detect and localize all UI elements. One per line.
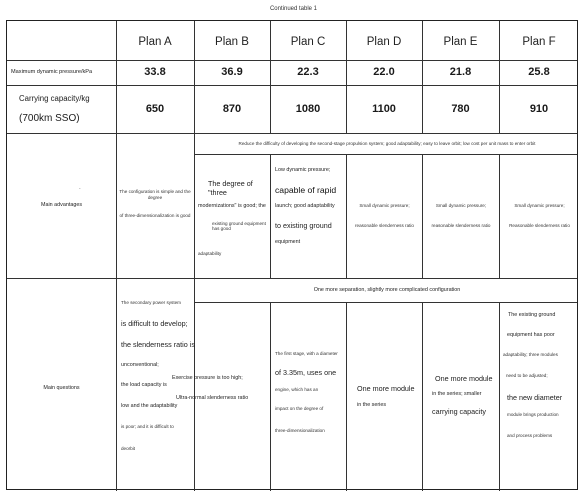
advantages-plan-c — [275, 167, 347, 246]
row-divider — [7, 85, 577, 86]
row-divider — [7, 133, 577, 134]
advantages-plan-d-line: Small dynamic pressure; — [359, 203, 410, 208]
questions-plan-a-line: is poor; and it is difficult to — [121, 423, 174, 429]
questions-plan-a-line: deorbit — [121, 445, 136, 451]
header-plan-b: Plan B — [215, 36, 249, 48]
advantages-plan-d — [347, 203, 422, 228]
advantages-plan-b — [198, 179, 269, 257]
advantages-plan-e-line: reasonable slenderness ratio — [431, 222, 491, 228]
questions-plan-e-line: in the series; smaller — [432, 391, 482, 397]
col-divider — [116, 21, 117, 491]
col-divider — [270, 154, 271, 278]
row-label-advantages: Main advantages — [40, 202, 83, 208]
questions-plan-d-line: in the series — [357, 402, 387, 408]
merged-cell-divider — [194, 154, 577, 155]
row-divider — [7, 278, 577, 279]
capacity-value: 1080 — [295, 103, 321, 115]
advantages-plan-c-line: to existing ground — [275, 221, 332, 231]
row-label-capacity: Carrying capacity/kg — [19, 94, 90, 103]
col-divider — [499, 302, 500, 491]
stray-mark: · — [79, 186, 81, 192]
col-divider — [422, 302, 423, 491]
advantages-plan-b-line: existing ground equipment has good — [212, 220, 266, 232]
pressure-value: 36.9 — [221, 66, 243, 78]
merged-cell-divider — [194, 302, 577, 303]
questions-plan-c-line: of 3.35m, uses one — [275, 367, 337, 377]
advantages-plan-f-line: Reasonable slenderness ratio — [509, 222, 570, 228]
header-plan-e: Plan E — [443, 36, 478, 48]
header-plan-c: Plan C — [290, 36, 326, 48]
advantages-plan-b-line: The degree of "three — [208, 179, 253, 197]
advantages-plan-b-line: modernizations" is good; the — [198, 203, 266, 209]
pressure-value: 25.8 — [528, 66, 550, 78]
questions-plan-a-line: is difficult to develop; — [121, 318, 188, 328]
table-caption: Continued table 1 — [269, 6, 318, 12]
questions-plan-f-line: and process problems — [507, 432, 553, 438]
questions-plan-d — [357, 384, 422, 409]
header-plan-a: Plan A — [138, 36, 172, 48]
questions-plan-f-line: module brings production — [507, 411, 559, 417]
questions-plan-a-line: the load capacity is — [121, 382, 167, 389]
row-label-pressure: Maximum dynamic pressure/kPa — [11, 69, 93, 75]
questions-plan-c-line: impact on the degree of — [275, 406, 324, 412]
advantages-plan-d-line: reasonable slenderness ratio — [355, 222, 414, 228]
questions-plan-f-line: equipment has poor — [507, 331, 555, 338]
questions-plan-a-line: low and the adaptability — [121, 403, 178, 410]
questions-plan-b — [171, 375, 271, 402]
questions-plan-d-line: One more module — [357, 384, 415, 393]
header-plan-f: Plan F — [522, 36, 556, 48]
questions-plan-c — [275, 351, 347, 434]
advantages-plan-a-line: of three-dimensionalization is good — [119, 213, 191, 219]
comparison-table — [6, 20, 578, 490]
advantages-plan-c-line: launch; good adaptability — [275, 203, 335, 210]
advantages-plan-f-line: Small dynamic pressure; — [514, 203, 565, 208]
questions-plan-f-line: adaptability; three modules — [503, 351, 558, 357]
questions-plan-c-line: The first stage, with a diameter — [275, 351, 338, 356]
pressure-value: 22.3 — [297, 66, 319, 78]
pressure-value: 22.0 — [373, 66, 395, 78]
questions-plan-a-line: unconventional; — [121, 361, 159, 368]
capacity-value: 1100 — [372, 103, 396, 115]
questions-plan-e-line: carrying capacity — [432, 406, 486, 416]
questions-plan-c-line: three-dimensionalization — [275, 428, 325, 434]
row-divider — [7, 60, 577, 61]
advantages-plan-f — [500, 203, 579, 228]
advantages-plan-e — [423, 203, 499, 228]
questions-merged-cell: One more separation, slightly more complicated configuration — [313, 287, 461, 293]
questions-plan-f-line: need to be adjusted; — [506, 373, 548, 379]
capacity-value: 780 — [451, 103, 470, 115]
questions-plan-f-line: the new diameter — [507, 392, 563, 402]
questions-plan-b-line: Ultra-normal slenderness ratio — [176, 394, 249, 401]
advantages-plan-a — [117, 189, 193, 219]
capacity-value: 870 — [222, 103, 242, 115]
questions-plan-c-line: engine, which has an — [275, 386, 319, 392]
capacity-value: 650 — [145, 103, 165, 115]
header-plan-d: Plan D — [366, 36, 402, 48]
questions-plan-a-line: The secondary power system — [121, 300, 181, 305]
pressure-value: 21.8 — [449, 66, 472, 78]
advantages-plan-c-line: Low dynamic pressure; — [275, 167, 331, 173]
questions-plan-e — [432, 374, 499, 416]
advantages-merged-cell: Reduce the difficulty of developing the second-stage propulsion system; good adaptability; easy to leave orbit; low cost per unit mass to enter orbit — [238, 141, 536, 146]
questions-plan-e-line: One more module — [435, 374, 493, 383]
row-label-questions: Main questions — [43, 385, 80, 391]
pressure-value: 33.8 — [144, 66, 166, 78]
questions-plan-a-line: the slenderness ratio is — [121, 339, 195, 349]
questions-plan-b-line: Exercise pressure is too high; — [172, 375, 243, 381]
capacity-value: 910 — [529, 103, 549, 115]
questions-plan-f — [503, 312, 579, 438]
advantages-plan-c-line: capable of rapid — [275, 184, 337, 195]
advantages-plan-b-line: adaptability — [198, 251, 222, 257]
advantages-plan-e-line: Small dynamic pressure; — [435, 203, 487, 208]
advantages-plan-c-line: equipment — [275, 239, 301, 246]
advantages-plan-a-line: The configuration is simple and the degree — [119, 189, 191, 200]
row-label-orbit: (700km SSO) — [19, 113, 80, 124]
questions-plan-f-line: The existing ground — [508, 312, 556, 318]
